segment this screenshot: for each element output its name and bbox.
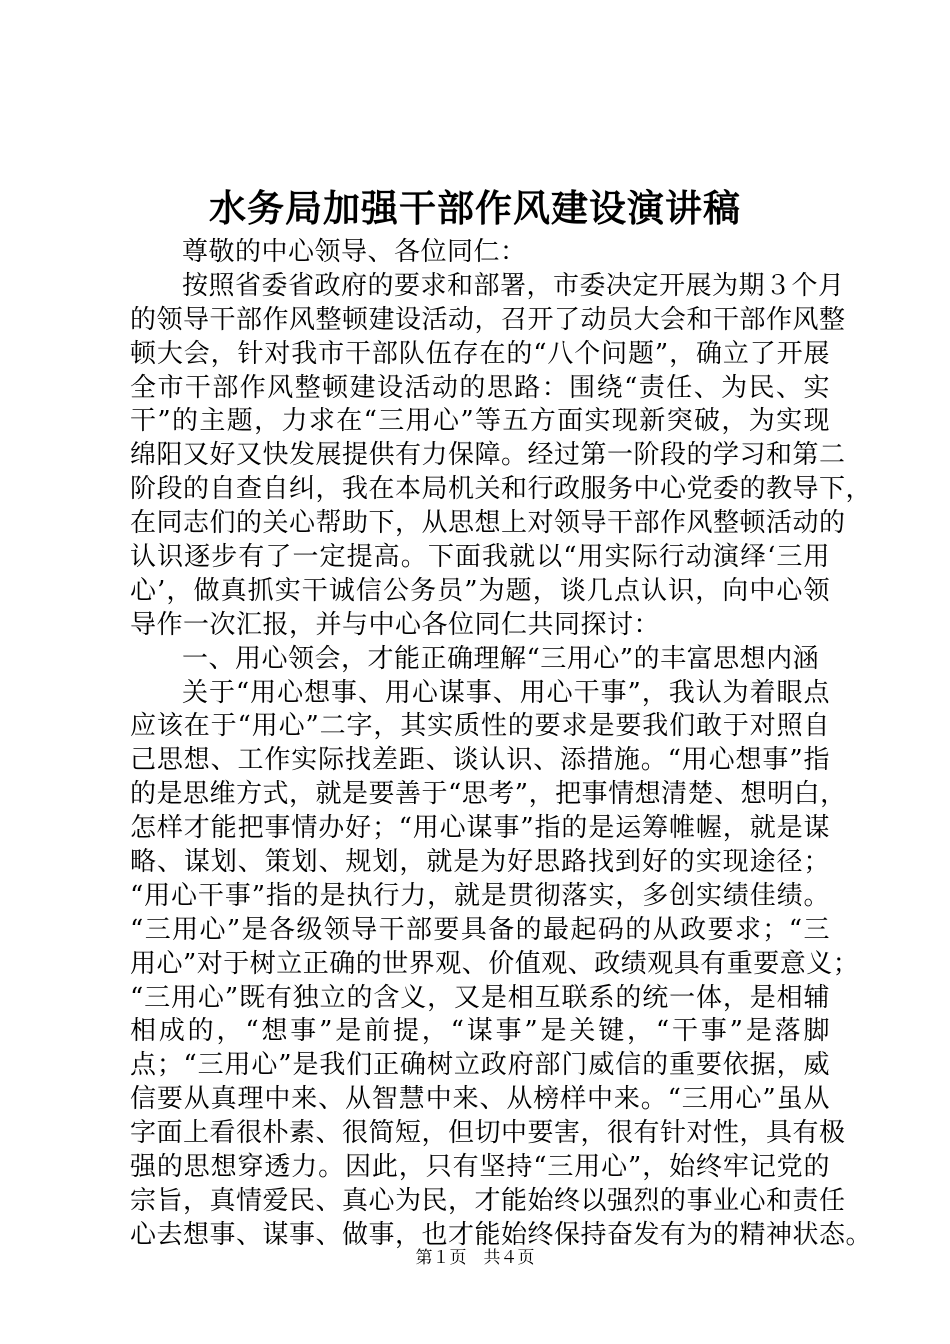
paragraph-line: 心去想事、谋事、做事，也才能始终保持奋发有为的精神状态。 — [130, 1219, 873, 1250]
paragraph-line: 干”的主题，力求在“三用心”等五方面实现新突破，为实现 — [130, 406, 830, 437]
paragraph-line: 心’，做真抓实干诚信公务员”为题，谈几点认识，向中心领 — [130, 575, 830, 606]
paragraph-line: 应该在于“用心”二字，其实质性的要求是要我们敢于对照自 — [130, 711, 830, 742]
paragraph-line: 用心”对于树立正确的世界观、价值观、政绩观具有重要意义； — [130, 948, 860, 979]
document-title: 水务局加强干部作风建设演讲稿 — [209, 186, 741, 230]
salutation-line: 尊敬的中心领导、各位同仁： — [182, 237, 527, 267]
paragraph-line: 绵阳又好又快发展提供有力保障。经过第一阶段的学习和第二 — [130, 440, 846, 471]
paragraph-line: 信要从真理中来、从智慧中来、从榜样中来。“三用心”虽从 — [130, 1084, 830, 1115]
paragraph-line: 关于“用心想事、用心谋事、用心干事”，我认为着眼点 — [182, 677, 830, 708]
paragraph-line: 强的思想穿透力。因此，只有坚持“三用心”，始终牢记党的 — [130, 1152, 830, 1183]
paragraph-line: 相成的，“想事”是前提，“谋事”是关键，“干事”是落脚 — [130, 1016, 830, 1047]
paragraph-line: 的是思维方式，就是要善于“思考”，把事情想清楚、想明白， — [130, 779, 847, 810]
paragraph-line: 认识逐步有了一定提高。下面我就以“用实际行动演绎‘三用 — [130, 542, 830, 573]
paragraph-line: 怎样才能把事情办好；“用心谋事”指的是运筹帷幄，就是谋 — [130, 813, 830, 844]
page-number: 第１页 共４页 — [415, 1248, 535, 1268]
paragraph-line: 己思想、工作实际找差距、谈认识、添措施。“用心想事”指 — [130, 745, 830, 776]
paragraph-line: 按照省委省政府的要求和部署，市委决定开展为期３个月 — [182, 270, 845, 301]
paragraph-line: 宗旨，真情爱民、真心为民，才能始终以强烈的事业心和责任 — [130, 1185, 846, 1216]
paragraph-line: “三用心”是各级领导干部要具备的最起码的从政要求；“三 — [130, 914, 830, 945]
document-body — [130, 236, 873, 1253]
paragraph-line: “用心干事”指的是执行力，就是贯彻落实，多创实绩佳绩。 — [130, 880, 830, 911]
paragraph-line: 字面上看很朴素、很简短，但切中要害，很有针对性，具有极 — [130, 1118, 846, 1149]
paragraph-line: 在同志们的关心帮助下，从思想上对领导干部作风整顿活动的 — [130, 508, 846, 539]
paragraph-line: 点；“三用心”是我们正确树立政府部门威信的重要依据，威 — [130, 1050, 830, 1081]
paragraph-line: 全市干部作风整顿建设活动的思路：围绕“责任、为民、实 — [130, 372, 830, 403]
paragraph-line: 的领导干部作风整顿建设活动，召开了动员大会和干部作风整 — [130, 304, 846, 335]
paragraph-line: 顿大会，针对我市干部队伍存在的“八个问题”，确立了开展 — [130, 338, 830, 369]
paragraph-line: 略、谋划、策划、规划，就是为好思路找到好的实现途径； — [130, 847, 830, 878]
paragraph-line: “三用心”既有独立的含义，又是相互联系的统一体，是相辅 — [130, 982, 830, 1013]
paragraph-line: 导作一次汇报，并与中心各位同仁共同探讨： — [130, 609, 661, 640]
paragraph-line: 阶段的自查自纠，我在本局机关和行政服务中心党委的教导下， — [130, 474, 873, 505]
section-heading: 一、用心领会，才能正确理解“三用心”的丰富思想内涵 — [182, 643, 820, 674]
